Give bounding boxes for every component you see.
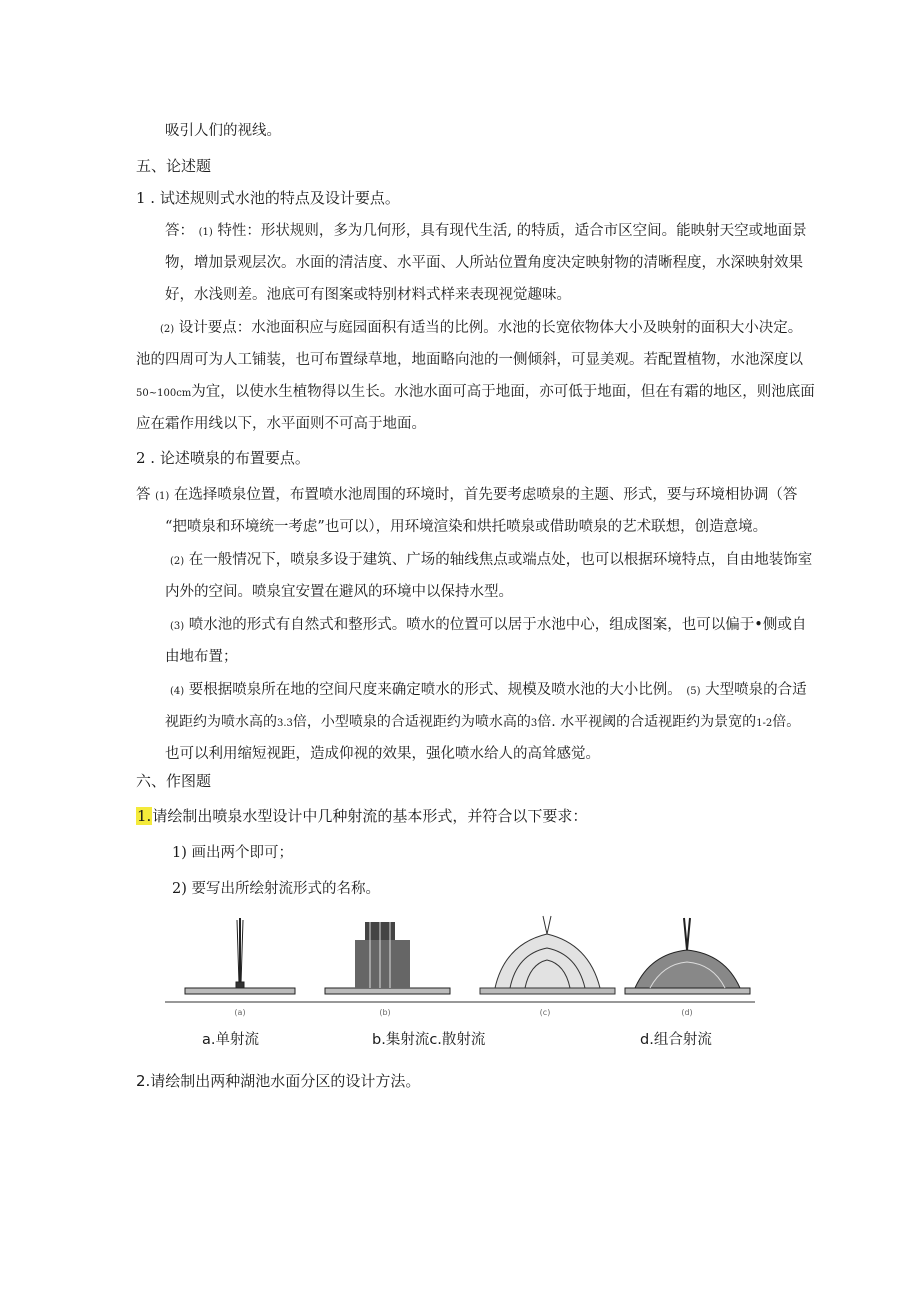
text-fragment: 倍. 水平视阈的合适视距约为景宽的	[537, 714, 757, 730]
question-title: 2.请绘制出两种湖池水面分区的设计方法。	[136, 1072, 421, 1090]
text-line: 好，水浅则差。池底可有图案或特别材料式样来表现视觉趣味。	[165, 287, 571, 303]
text-line: 也可以利用缩短视距，造成仰视的效果，强化喷水给人的高耸感觉。	[165, 746, 600, 762]
answer-label: 答	[136, 487, 151, 503]
panel-label-c: (c)	[539, 1008, 551, 1017]
item-number: (3)	[170, 621, 185, 632]
question-title: 1 . 试述规则式水池的特点及设计要点。	[136, 189, 400, 207]
requirement-item: 2) 要写出所绘射流形式的名称。	[172, 881, 380, 897]
text-line: 吸引人们的视线。	[165, 123, 281, 139]
section-heading: 五、论述题	[136, 157, 212, 175]
answer-text: 喷水池的形式有自然式和整形式。喷水的位置可以居于水池中心，组成图案，也可以偏于•侧或自	[188, 617, 807, 633]
jet-drawing-b	[325, 922, 450, 994]
caption-d: d.组合射流	[640, 1032, 712, 1048]
answer-line	[160, 317, 802, 341]
text-line: 由地布置；	[165, 649, 238, 665]
item-number: (2)	[160, 324, 175, 335]
number: 3	[530, 718, 538, 729]
highlighted-number: 1.	[137, 807, 152, 825]
answer-text: 设计要点：水池面积应与庭园面积有适当的比例。水池的长宽依物体大小及映射的面积大小决定。	[178, 320, 803, 336]
answer-line	[136, 484, 797, 508]
text-fragment: 倍，小型喷泉的合适视距约为喷水高的	[292, 714, 531, 730]
section-heading: 六、作图题	[136, 772, 212, 790]
answer-text: 在选择喷泉位置，布置喷水池周围的环境时，首先要考虑喷泉的主题、形式，要与环境相协调（答	[173, 487, 798, 503]
answer-line	[165, 220, 807, 244]
measurement: 50~100cm	[136, 388, 192, 399]
answer-text: 要根据喷泉所在地的空间尺度来确定喷水的形式、规模及喷水池的大小比例。	[188, 682, 682, 698]
panel-label-a: (a)	[234, 1008, 246, 1017]
jet-drawing-d	[625, 918, 750, 994]
caption-b: b.集射流c.散射流	[372, 1032, 486, 1048]
answer-text: 为宜，以使水生植物得以生长。水池水面可高于地面，亦可低于地面，但在有霜的地区，则池底面	[191, 384, 815, 400]
answer-line	[170, 549, 812, 573]
answer-label: 答：	[165, 223, 194, 239]
text-line: “把喷泉和环境统一考虑”也可以），用环境渲染和烘托喷泉或借助喷泉的艺术联想，创造意境。	[165, 519, 768, 535]
answer-text: 特性：形状规则，多为几何形，具有现代生活, 的特质，适合市区空间。能映射天空或地面景	[217, 223, 807, 239]
text-fragment: 倍。	[772, 714, 801, 730]
text-line: 物，增加景观层次。水面的清洁度、水平面、人所站位置角度决定映射物的清晰程度，水深映射效果	[165, 255, 803, 271]
item-number: (1)	[198, 227, 213, 238]
answer-line	[170, 679, 807, 703]
item-number: (4)	[170, 686, 185, 697]
item-number: (1)	[155, 491, 170, 502]
item-number: (2)	[170, 556, 185, 567]
text-line: 内外的空间。喷泉宜安置在避风的环境中以保持水型。	[165, 584, 513, 600]
text-line: 应在霜作用线以下，水平面则不可高于地面。	[136, 416, 426, 432]
text-line: 池的四周可为人工铺装，也可布置绿草地，地面略向池的一侧倾斜，可显美观。若配置植物，水池深度以	[136, 352, 803, 368]
jet-drawing-a	[185, 918, 295, 994]
caption-a: a.单射流	[202, 1032, 259, 1048]
text-fragment: 视距约为喷水高的	[165, 714, 277, 730]
panel-label-d: (d)	[681, 1008, 693, 1017]
requirement-item: 1) 画出两个即可；	[172, 845, 293, 861]
number: 1-2	[756, 718, 773, 729]
question-title	[136, 805, 587, 827]
answer-line	[170, 614, 806, 638]
answer-text: 大型喷泉的合适	[705, 682, 807, 698]
panel-label-b: (b)	[379, 1008, 391, 1017]
question-title: 2 . 论述喷泉的布置要点。	[136, 449, 310, 467]
item-number: (5)	[686, 686, 701, 697]
question-text: 请绘制出喷泉水型设计中几种射流的基本形式，并符合以下要求：	[152, 807, 588, 825]
number: 3.3	[277, 718, 293, 729]
text-line	[165, 711, 800, 735]
jet-drawing-c	[480, 916, 615, 994]
text-line	[136, 381, 815, 405]
answer-text: 在一般情况下，喷泉多设于建筑、广场的轴线焦点或端点处，也可以根据环境特点，自由地装饰室	[188, 552, 813, 568]
fountain-jet-figure	[165, 914, 755, 1019]
